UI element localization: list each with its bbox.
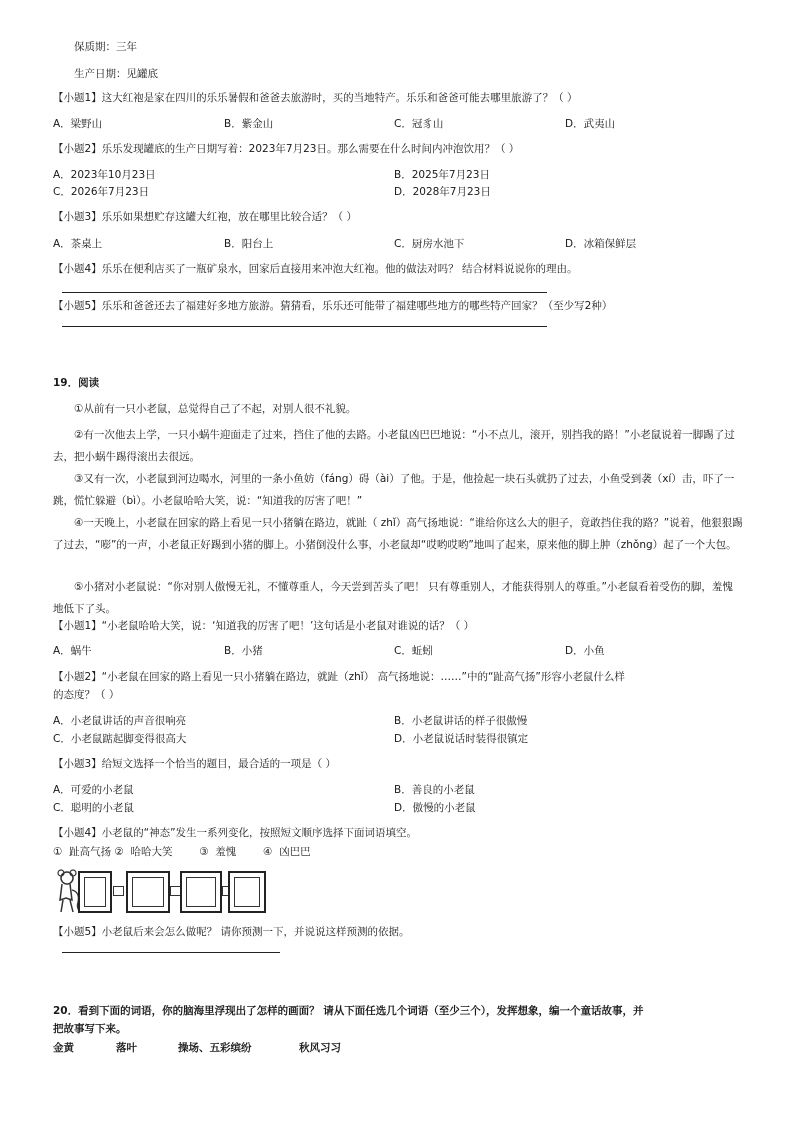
q19-sub3-option-c[interactable]: C．聪明的小老鼠 xyxy=(53,802,134,814)
q18-sub1-option-b[interactable]: B．紫金山 xyxy=(224,118,274,130)
q18-sub2-option-d[interactable]: D．2028年7月23日 xyxy=(394,186,491,198)
q19-sub3-option-a[interactable]: A．可爱的小老鼠 xyxy=(53,784,134,796)
q19-sub2-question-line2: 的态度？（ ） xyxy=(53,689,120,701)
q19-sub2-option-c[interactable]: C．小老鼠踮起脚变得很高大 xyxy=(53,733,187,745)
q19-sub1-question: 【小题1】“小老鼠哈哈大笑，说：‘知道我的厉害了吧！’这句话是小老鼠对谁说的话？（ ） xyxy=(53,620,475,632)
q19-sub2-question-line1: 【小题2】“小老鼠在回家的路上看见一只小猪躺在路边，就趾（zhǐ） 高气扬地说：……”中的“趾高气扬”形容小老鼠什么样 xyxy=(53,671,625,683)
q18-sub1-option-a[interactable]: A．梁野山 xyxy=(53,118,103,130)
q18-sub3-question: 【小题3】乐乐如果想贮存这罐大红袍，放在哪里比较合适？（ ） xyxy=(53,211,358,223)
q19-sub2-option-d[interactable]: D．小老鼠说话时装得很镇定 xyxy=(394,733,529,745)
q18-sub1-question: 【小题1】这大红袍是家在四川的乐乐暑假和爸爸去旅游时，买的当地特产。乐乐和爸爸可能去哪里旅游了？（ ） xyxy=(53,92,578,104)
q18-sub4-answer-line[interactable] xyxy=(62,292,547,293)
q19-paragraph-3: ③又有一次，小老鼠到河边喝水，河里的一条小鱼妨（fáng）碍（ài）了他。于是，他捡起一块石头就扔了过去，小鱼受到袭（xí）击，吓了一跳，慌忙躲避（bì）。小老鼠哈哈大笑，说：“知道我的厉害了吧！” xyxy=(53,473,735,507)
q18-sub5-answer-line[interactable] xyxy=(62,326,547,327)
q19-sub1-option-c[interactable]: C．蚯蚓 xyxy=(394,645,433,657)
q19-paragraph-5: ⑤小猪对小老鼠说：“你对别人傲慢无礼，不懂尊重人，今天尝到苦头了吧！ 只有尊重别人，才能获得别人的尊重。”小老鼠看着受伤的脚，羞愧地低下了头。 xyxy=(53,581,733,615)
q19-sub1-option-d[interactable]: D．小鱼 xyxy=(565,645,605,657)
q19-sub5-answer-line[interactable] xyxy=(62,952,280,953)
q18-sub3-option-d[interactable]: D．冰箱保鲜层 xyxy=(565,238,637,250)
sequence-box-2[interactable] xyxy=(126,871,170,913)
q19-paragraph-2: ②有一次他去上学，一只小蜗牛迎面走了过来，挡住了他的去路。小老鼠凶巴巴地说：“小不点儿，滚开，别挡我的路！”小老鼠说着一脚踢了过去，把小蜗牛踢得滚出去很远。 xyxy=(53,429,735,463)
shelf-life: 保质期：三年 xyxy=(74,41,137,53)
q19-sub3-option-d[interactable]: D．傲慢的小老鼠 xyxy=(394,802,476,814)
q20-question-line1: 20．看到下面的词语，你的脑海里浮现出了怎样的画面？ 请从下面任选几个词语（至少三个），发挥想象，编一个童话故事，并 xyxy=(53,1005,644,1017)
q20-word-3: 操场、五彩缤纷 xyxy=(178,1042,252,1054)
q18-sub2-question: 【小题2】乐乐发现罐底的生产日期写着：2023年7月23日。那么需要在什么时间内冲泡饮用？（ ） xyxy=(53,143,520,155)
sequence-box-4[interactable] xyxy=(228,871,266,913)
q19-title: 19．阅读 xyxy=(53,377,100,389)
sequence-box-3[interactable] xyxy=(180,871,222,913)
q20-word-2: 落叶 xyxy=(116,1042,137,1054)
q18-sub2-option-b[interactable]: B．2025年7月23日 xyxy=(394,169,490,181)
q18-sub1-option-c[interactable]: C．冠豸山 xyxy=(394,118,444,130)
q19-sub1-option-b[interactable]: B．小猪 xyxy=(224,645,263,657)
q19-paragraph-1: ①从前有一只小老鼠，总觉得自己了不起，对别人很不礼貌。 xyxy=(74,403,357,415)
q19-sub4-word-choices: ① 趾高气扬 ② 哈哈大笑 ③ 羞愧 ④ 凶巴巴 xyxy=(53,846,311,858)
q18-sub3-option-a[interactable]: A．茶桌上 xyxy=(53,238,103,250)
q18-sub4-question: 【小题4】乐乐在便利店买了一瓶矿泉水，回家后直接用来冲泡大红袍。他的做法对吗？ 结合材料说说你的理由。 xyxy=(53,263,578,275)
q20-word-1: 金黄 xyxy=(53,1042,74,1054)
q20-word-4: 秋风习习 xyxy=(299,1042,341,1054)
arrow-icon xyxy=(113,886,124,896)
q18-sub3-option-b[interactable]: B．阳台上 xyxy=(224,238,274,250)
q19-sub3-question: 【小题3】给短文选择一个恰当的题目，最合适的一项是（ ） xyxy=(53,758,337,770)
q19-sub2-option-b[interactable]: B．小老鼠讲话的样子很傲慢 xyxy=(394,715,528,727)
q18-sub1-option-d[interactable]: D．武夷山 xyxy=(565,118,616,130)
q19-sub5-question: 【小题5】小老鼠后来会怎么做呢？ 请你预测一下，并说说这样预测的依据。 xyxy=(53,926,410,938)
q18-sub2-option-c[interactable]: C．2026年7月23日 xyxy=(53,186,150,198)
q19-paragraph-4: ④一天晚上，小老鼠在回家的路上看见一只小猪躺在路边，就趾（ zhǐ）高气扬地说：“谁给你这么大的胆子，竟敢挡住我的路？”说着，他狠狠踢了过去，“嘭”的一声，小老鼠正好踢到小猪的脚上。小猪倒没什么事，小老鼠却“哎哟哎哟”地叫了起来，原来他的脚上肿（zhǒng）起了一个大包。 xyxy=(53,517,743,551)
q18-sub3-option-c[interactable]: C．厨房水池下 xyxy=(394,238,465,250)
q19-sub4-question: 【小题4】小老鼠的“神态”发生一系列变化，按照短文顺序选择下面词语填空。 xyxy=(53,827,418,839)
q19-sub3-option-b[interactable]: B．善良的小老鼠 xyxy=(394,784,475,796)
q20-question-line2: 把故事写下来。 xyxy=(53,1023,127,1035)
q19-sub2-option-a[interactable]: A．小老鼠讲话的声音很响亮 xyxy=(53,715,187,727)
sequence-box-1[interactable] xyxy=(78,871,112,913)
q18-sub5-question: 【小题5】乐乐和爸爸还去了福建好多地方旅游。猜猜看，乐乐还可能带了福建哪些地方的哪些特产回家？（至少写2种） xyxy=(53,300,613,312)
production-date: 生产日期：见罐底 xyxy=(74,68,158,80)
q18-sub2-option-a[interactable]: A．2023年10月23日 xyxy=(53,169,156,181)
q19-sub1-option-a[interactable]: A．蜗牛 xyxy=(53,645,92,657)
